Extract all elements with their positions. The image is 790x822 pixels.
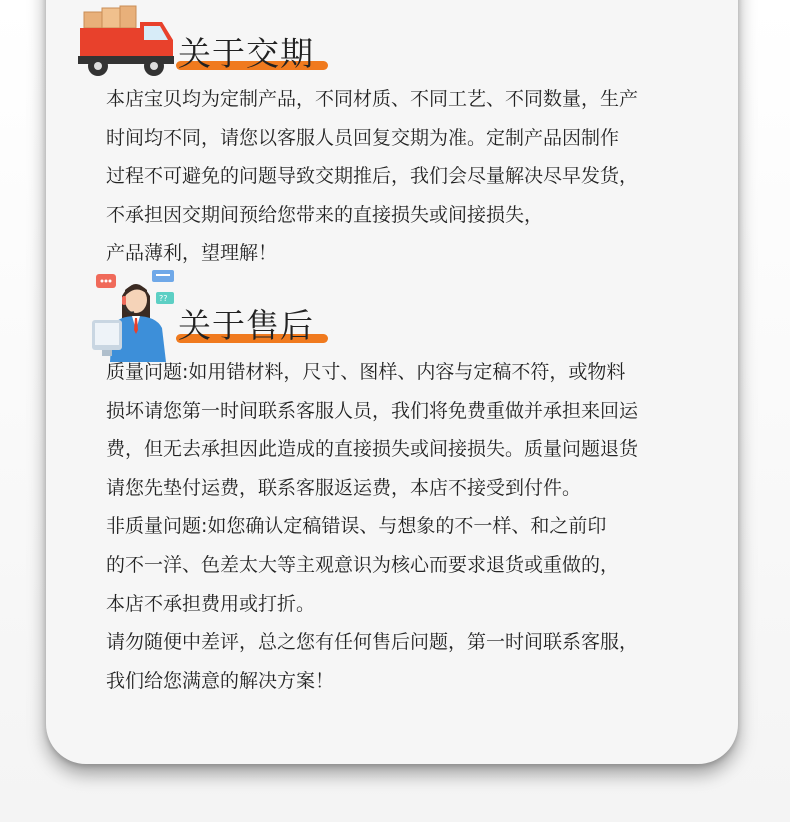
after-sales-line: 费，但无去承担因此造成的直接损失或间接损失。质量问题退货	[106, 438, 639, 461]
customer-service-agent-icon	[92, 270, 184, 362]
delivery-truck-icon	[78, 4, 176, 78]
after-sales-paragraph	[106, 353, 706, 700]
delivery-line: 时间均不同，请您以客服人员回复交期为准。定制产品因制作	[106, 126, 620, 149]
after-sales-line: 非质量问题:如您确认定稿错误、与想象的不一样、和之前印	[106, 515, 607, 538]
after-sales-section-title: 关于售后	[178, 306, 314, 345]
after-sales-line: 我们给您满意的解决方案！	[106, 669, 335, 692]
after-sales-line: 的不一洋、色差太大等主观意识为核心而要求退货或重做的，	[106, 553, 620, 576]
delivery-line: 不承担因交期间预给您带来的直接损失或间接损失，	[106, 203, 544, 226]
delivery-paragraph	[106, 80, 706, 273]
delivery-section-title: 关于交期	[178, 34, 314, 73]
after-sales-line: 损坏请您第一时间联系客服人员，我们将免费重做并承担来回运	[106, 399, 639, 422]
after-sales-line: 请您先垫付运费，联系客服返运费，本店不接受到付件。	[106, 476, 582, 499]
after-sales-line: 请勿随便中差评，总之您有任何售后问题，第一时间联系客服，	[106, 631, 639, 654]
after-sales-line: 本店不承担费用或打折。	[106, 592, 316, 615]
delivery-line: 本店宝贝均为定制产品，不同材质、不同工艺、不同数量，生产	[106, 88, 639, 110]
after-sales-line: 质量问题:如用错材料，尺寸、图样、内容与定稿不符，或物料	[106, 361, 626, 383]
svg-text:??: ??	[159, 294, 168, 303]
delivery-line: 产品薄利，望理解！	[106, 242, 278, 265]
delivery-line: 过程不可避免的问题导致交期推后，我们会尽量解决尽早发货，	[106, 165, 639, 188]
